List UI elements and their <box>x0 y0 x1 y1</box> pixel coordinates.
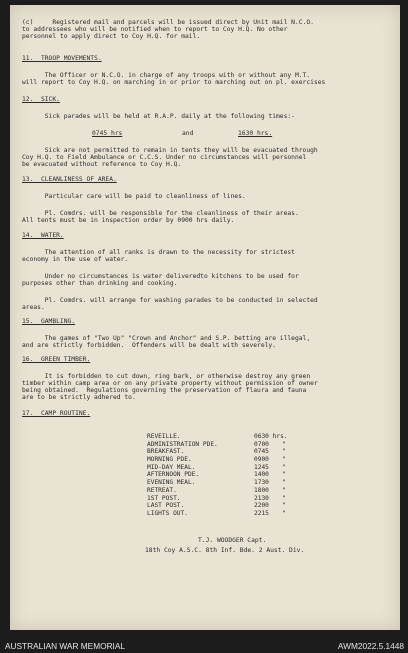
ditto-mark: " <box>282 471 286 479</box>
document-page <box>10 5 400 630</box>
routine-time: 1245 <box>254 463 269 471</box>
routine-item: 1ST POST. <box>147 494 181 502</box>
section-16-heading: 16. GREEN TIMBER. <box>22 356 91 363</box>
section-12-line-2: Sick are not permitted to remain in tents they will be evacuated through <box>22 147 318 154</box>
sick-and: and <box>182 130 194 137</box>
routine-item: REVEILLE. <box>147 433 181 440</box>
section-12-line-1: Sick parades will be held at R.A.P. daily at the following times:- <box>22 113 295 120</box>
section-16-line-2: timber within camp area or on any private property without permission of owner <box>22 380 318 387</box>
ditto-mark: " <box>282 479 286 487</box>
section-12-line-4: be evacuated without reference to Coy H.Q. <box>22 161 182 168</box>
ditto-mark: " <box>282 502 286 510</box>
section-16-line-1: It is forbidden to cut down, ring bark, or otherwise destroy any green <box>22 373 311 380</box>
section-12-line-3: Coy H.Q. to Field Ambulance or C.C.S. Under no circumstances will personnel <box>22 154 307 161</box>
archive-footer <box>0 640 408 653</box>
section-15-line-1: The games of "Two Up" "Crown and Anchor" and S.P. betting are illegal, <box>22 335 311 342</box>
para10-line-3: personnel to apply direct to Coy H.Q. for mail. <box>22 33 201 40</box>
section-14-line-2: economy in the use of water. <box>22 256 129 263</box>
ditto-mark: " <box>282 440 286 448</box>
section-16-line-3: being obtained. Regulations governing the preservation of flaura and fauna <box>22 387 307 394</box>
routine-time: 2200 <box>254 502 269 510</box>
routine-time: 2215 <box>254 509 269 517</box>
para10-line-1: (c) Registered mail and parcels will be issued direct by Unit mail N.C.O. <box>22 19 314 26</box>
routine-item: MID-DAY MEAL. <box>147 463 196 471</box>
routine-item: MORNING PDE. <box>147 456 192 464</box>
section-17-heading: 17. CAMP ROUTINE. <box>22 410 91 417</box>
section-14-line-6: areas. <box>22 304 45 311</box>
signature-unit: 18th Coy A.S.C. 8th Inf. Bde. 2 Aust. Div. <box>145 547 305 554</box>
sick-time-2: 1630 hrs. <box>238 130 273 137</box>
section-14-line-3: Under no circumstances is water deliveredto kitchens to be used for <box>22 273 299 280</box>
routine-time: 0630 hrs. <box>254 433 288 440</box>
routine-time: 1800 <box>254 486 269 494</box>
routine-time: 2130 <box>254 494 269 502</box>
section-13-line-2: Pl. Comdrs. will be responsible for the cleanliness of their areas. <box>22 210 299 217</box>
routine-item: LAST POST. <box>147 502 185 510</box>
routine-item: EVENING MEAL. <box>147 479 196 487</box>
routine-item: ADMINISTRATION PDE. <box>147 440 218 448</box>
routine-item: BREAKFAST. <box>147 448 185 456</box>
footer-institution: AUSTRALIAN WAR MEMORIAL <box>5 641 126 651</box>
ditto-mark: " <box>282 486 286 494</box>
ditto-mark: " <box>282 463 286 471</box>
ditto-mark: " <box>282 456 286 464</box>
routine-time: 1730 <box>254 479 269 487</box>
footer-accession-number: AWM2022.5.1448 <box>337 641 404 651</box>
section-12-heading: 12. SICK. <box>22 96 60 103</box>
routine-time: 0900 <box>254 456 269 464</box>
section-11-line-1: The Officer or N.C.O. in charge of any troops with or without any M.T. <box>22 72 311 79</box>
section-15-line-2: and are strictly forbidden. Offenders will be dealt with severely. <box>22 342 277 349</box>
ditto-mark: " <box>282 448 286 456</box>
section-14-line-4: purposes other than drinking and cooking. <box>22 280 178 287</box>
section-14-line-5: Pl. Comdrs. will arrange for washing parades to be conducted in selected <box>22 297 318 304</box>
section-15-heading: 15. GAMBLING. <box>22 318 76 325</box>
section-13-line-1: Particular care will be paid to cleanliness of lines. <box>22 193 246 200</box>
routine-item: RETREAT. <box>147 486 177 494</box>
section-14-heading: 14. WATER. <box>22 232 64 239</box>
signature-name: T.J. WOODGER Capt. <box>198 537 267 544</box>
section-16-line-4: are to be strictly adhered to. <box>22 394 136 401</box>
section-11-heading: 11. TROOP MOVEMENTS. <box>22 55 102 62</box>
routine-time: 0745 <box>254 448 269 456</box>
ditto-mark: " <box>282 509 286 517</box>
section-13-line-3: All tents must be in inspection order by 0900 hrs daily. <box>22 217 235 224</box>
routine-item: AFTERNOON PDE. <box>147 471 200 479</box>
section-13-heading: 13. CLEANLINESS OF AREA. <box>22 176 117 183</box>
routine-time: 1400 <box>254 471 269 479</box>
routine-time: 0700 <box>254 440 269 448</box>
para10-line-2: to addressees who will be notified when to report to Coy H.Q. No other <box>22 26 288 33</box>
section-14-line-1: The attention of all ranks is drawn to the necessity for strictest <box>22 249 295 256</box>
sick-time-1: 0745 hrs <box>92 130 123 137</box>
ditto-mark: " <box>282 494 286 502</box>
section-11-line-2: will report to Coy H.Q. on marching in or prior to marching out on pl. exercises <box>22 79 326 86</box>
routine-item: LIGHTS OUT. <box>147 509 188 517</box>
